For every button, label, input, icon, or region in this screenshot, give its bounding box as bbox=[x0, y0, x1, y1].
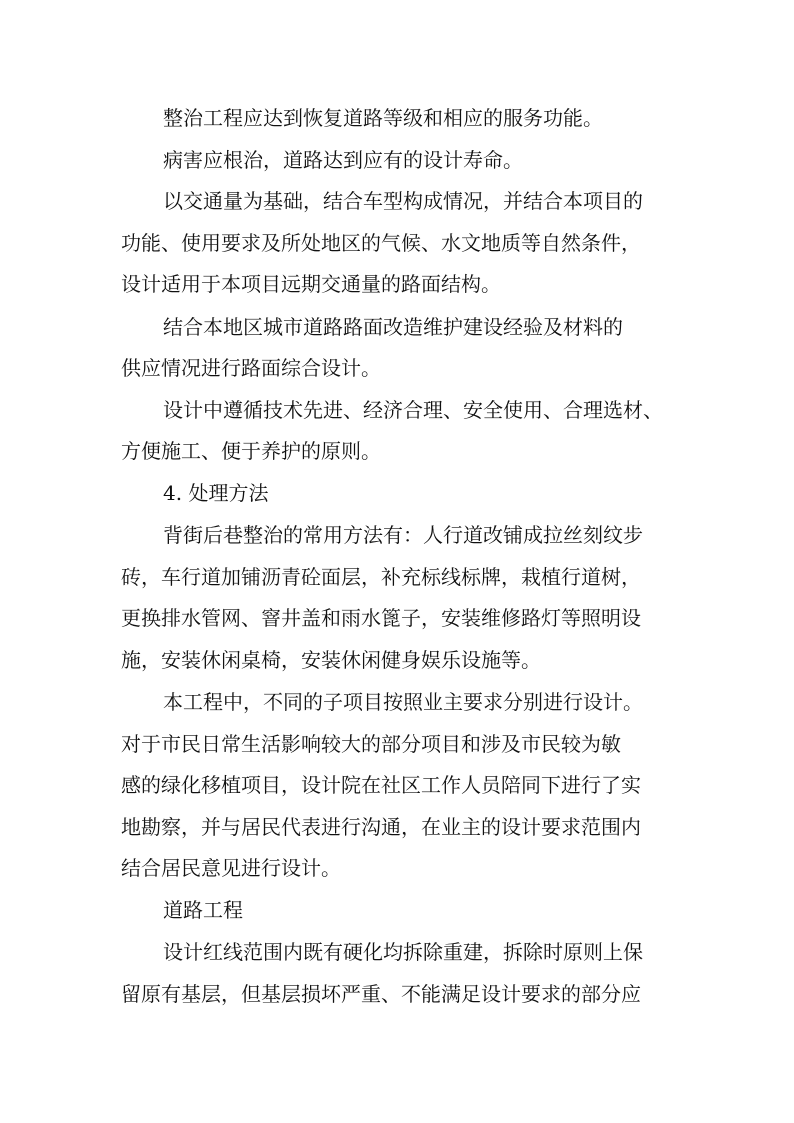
text-line: 背街后巷整治的常用方法有：人行道改铺成拉丝刻纹步 bbox=[163, 523, 643, 547]
text-line: 整治工程应达到恢复道路等级和相应的服务功能。 bbox=[163, 106, 603, 130]
text-line: 砖，车行道加铺沥青砼面层，补充标线标牌，栽植行道树， bbox=[121, 565, 641, 589]
text-line: 结合居民意见进行设计。 bbox=[121, 856, 341, 880]
text-line: 结合本地区城市道路路面改造维护建设经验及材料的 bbox=[163, 315, 623, 339]
text-line: 功能、使用要求及所处地区的气候、水文地质等自然条件， bbox=[121, 231, 641, 255]
section-heading: 道路工程 bbox=[163, 898, 243, 922]
text-line: 供应情况进行路面综合设计。 bbox=[121, 356, 381, 380]
text-line: 留原有基层，但基层损坏严重、不能满足设计要求的部分应 bbox=[121, 982, 641, 1006]
text-line: 地勘察，并与居民代表进行沟通，在业主的设计要求范围内 bbox=[121, 815, 641, 839]
text-line: 以交通量为基础，结合车型构成情况，并结合本项目的 bbox=[163, 189, 643, 213]
text-line: 本工程中，不同的子项目按照业主要求分别进行设计。 bbox=[163, 690, 643, 714]
text-line: 病害应根治，道路达到应有的设计寿命。 bbox=[163, 148, 523, 172]
text-line: 方便施工、便于养护的原则。 bbox=[121, 439, 381, 463]
text-line: 施，安装休闲桌椅，安装休闲健身娱乐设施等。 bbox=[121, 648, 541, 672]
text-line: 感的绿化移植项目，设计院在社区工作人员陪同下进行了实 bbox=[121, 773, 641, 797]
text-line: 设计适用于本项目远期交通量的路面结构。 bbox=[121, 272, 501, 296]
section-heading: 4. 处理方法 bbox=[163, 481, 269, 505]
text-line: 更换排水管网、窨井盖和雨水篦子，安装维修路灯等照明设 bbox=[121, 606, 641, 630]
text-line: 设计红线范围内既有硬化均拆除重建，拆除时原则上保 bbox=[163, 940, 643, 964]
text-line: 设计中遵循技术先进、经济合理、安全使用、合理选材、 bbox=[163, 398, 663, 422]
text-line: 对于市民日常生活影响较大的部分项目和涉及市民较为敏 bbox=[121, 732, 621, 756]
